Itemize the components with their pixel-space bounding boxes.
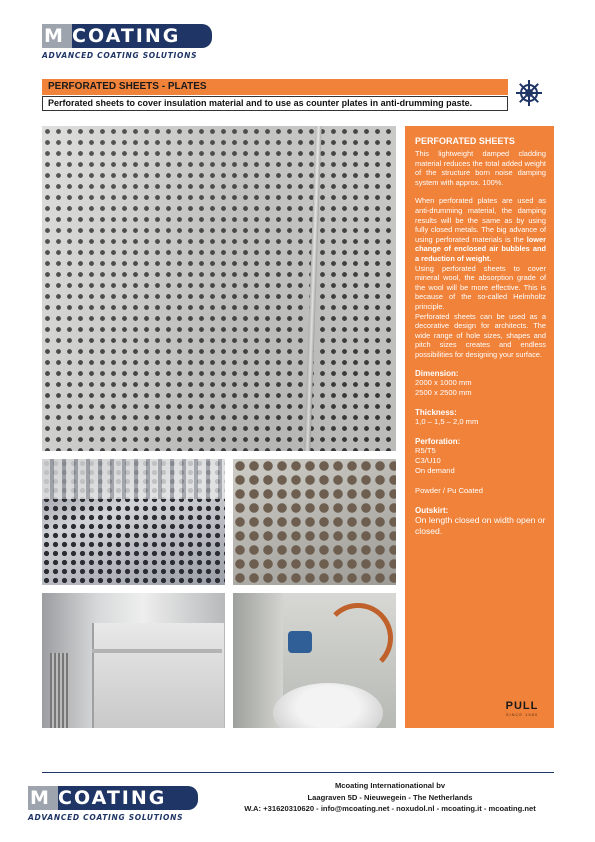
footer-logo-tagline: ADVANCED COATING SOLUTIONS — [28, 813, 184, 822]
outskirt-label: Outskirt: — [415, 506, 449, 516]
perforation-value: On demand — [415, 466, 455, 476]
footer-logo-wordmark: COATING — [58, 787, 167, 809]
footer-logo — [28, 786, 198, 830]
logo-m-block — [42, 24, 72, 48]
perforation-value: R5/T5 — [415, 446, 436, 456]
company-logo — [42, 24, 212, 68]
panel-paragraph-2: When perforated plates are used as anti-drumming material, the damping results will be the same as by using fully closed metals. The big advance of using perforated materials is the lower change of enclosed air bubbles and a reduction of weight. — [415, 196, 546, 263]
logo-m-letter: M — [44, 25, 63, 47]
panel-paragraph-1: This lightweight damped cladding material reduces the total added weight of the structure born noise damping system with approx. 100%. — [415, 149, 546, 187]
panel-paragraph-2-bold: lower change of enclosed air bubbles and a reduction of weight. — [415, 234, 546, 263]
footer-company: Mcoating Internationational bv — [334, 781, 446, 790]
info-panel — [405, 126, 554, 728]
dimension-label: Dimension: — [415, 369, 459, 379]
outskirt-value: On length closed on width open or closed. — [415, 515, 546, 537]
panel-paragraph-4: Perforated sheets can be used as a decorative design for architects. The wide range of hole sizes, shapes and pitch sizes creates and endless possibilities for designing your surface. — [415, 311, 546, 359]
subtitle-bar — [42, 96, 508, 111]
footer-contact: W.A: +31620310620 - info@mcoating.net - noxudol.nl - mcoating.it - mcoating.net — [244, 804, 536, 813]
footer-divider — [42, 772, 554, 773]
page-subtitle: Perforated sheets to cover insulation material and to use as counter plates in anti-drumming paste. — [48, 98, 473, 108]
photo-perforated-sheet-closeup — [42, 459, 225, 585]
pull-since: SINCE 1980 — [505, 712, 539, 717]
footer-contact-block — [200, 780, 580, 815]
pull-wordmark: PULL — [505, 700, 539, 712]
section-title-bar — [42, 79, 508, 95]
photo-cladding-installation — [42, 593, 225, 728]
panel-heading: PERFORATED SHEETS — [415, 136, 515, 146]
thickness-label: Thickness: — [415, 408, 457, 418]
logo-tagline: ADVANCED COATING SOLUTIONS — [42, 51, 198, 60]
footer-address: Laagraven 5D - Nieuwegein - The Netherlands — [307, 792, 473, 802]
perforation-label: Perforation: — [415, 437, 461, 447]
thickness-value: 1,0 – 1,5 – 2,0 mm — [415, 417, 479, 427]
coating-value: Powder / Pu Coated — [415, 486, 483, 496]
perforation-value: C3/U10 — [415, 456, 441, 466]
page-title: PERFORATED SHEETS - PLATES — [48, 81, 207, 92]
logo-wordmark: COATING — [72, 25, 181, 47]
photo-perforated-plate-over-wool — [233, 459, 396, 585]
dimension-value: 2000 x 1000 mm — [415, 378, 472, 388]
footer-logo-m: M — [30, 787, 49, 809]
dimension-value: 2500 x 2500 mm — [415, 388, 472, 398]
photo-perforated-wall-panels — [42, 126, 396, 451]
ship-wheel-icon — [514, 78, 544, 108]
photo-engine-room-insulation — [233, 593, 396, 728]
pull-logo — [497, 700, 547, 717]
panel-paragraph-3: Using perforated sheets to cover mineral wool, the absorption grade of the wool will be more effective. This is because of the so-called Helmholtz principle. — [415, 263, 546, 311]
